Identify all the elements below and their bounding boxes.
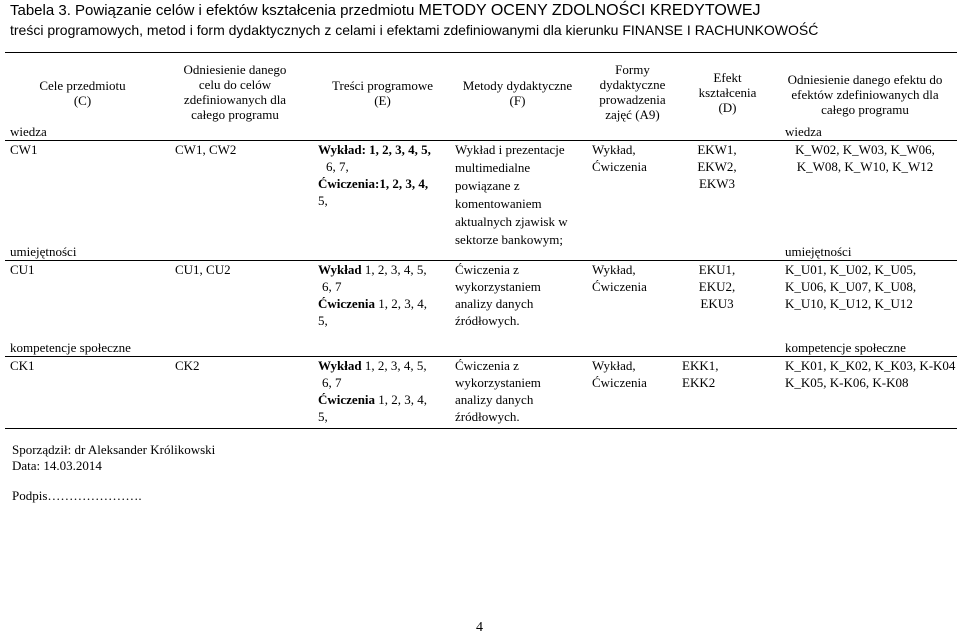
tresci-cell: Wykład: 1, 2, 3, 4, 5, 6, 7, Ćwiczenia:1, 2, 3, 4, 5,: [318, 142, 431, 208]
header-tresci: Treści programowe (E): [332, 78, 433, 108]
footer-date: Data: 14.03.2014: [12, 458, 102, 473]
section-label-wiedza: wiedza: [10, 124, 47, 139]
odniesienie-cell: CW1, CW2: [175, 142, 237, 157]
efekt-cell: EKU1, EKU2, EKU3: [698, 262, 736, 311]
metody-cell: Ćwiczenia z wykorzystaniem analizy danych źródłowych.: [455, 262, 541, 328]
table-caption-line2: treści programowych, metod i form dydaktycznych z celami i efektami zdefiniowanymi dla kierunku FINANSE I RACHUNKOWOŚĆ: [10, 22, 819, 38]
metody-cell: Ćwiczenia z wykorzystaniem analizy danych źródłowych.: [455, 358, 541, 424]
section-label-kompetencje: kompetencje społeczne: [10, 340, 131, 355]
odniesienie-cell: CK2: [175, 358, 200, 373]
efekt-cell: EKW1, EKW2, EKW3: [697, 142, 737, 191]
formy-cell: Wykład, Ćwiczenia: [592, 142, 647, 174]
section-right-label-umiejetnosci: umiejętności: [785, 244, 852, 259]
formy-cell: Wykład, Ćwiczenia: [592, 358, 647, 390]
header-metody: Metody dydaktyczne (F): [462, 78, 573, 108]
table-top-border: [5, 52, 957, 53]
cel-cell: CW1: [10, 142, 38, 157]
tresci-cell: Wykład 1, 2, 3, 4, 5, 6, 7 Ćwiczenia 1, 2, 3, 4, 5,: [318, 262, 428, 328]
caption-prefix: Tabela 3. Powiązanie celów i efektów kształcenia przedmiotu: [10, 2, 419, 19]
footer-signature: Podpis………………….: [12, 488, 142, 503]
section-right-label-wiedza: wiedza: [785, 124, 822, 139]
caption-subject: METODY OCENY ZDOLNOŚCI KREDYTOWEJ: [418, 2, 761, 19]
section-right-label-kompetencje: kompetencje społeczne: [785, 340, 906, 355]
cel-cell: CU1: [10, 262, 35, 277]
header-formy: Formy dydaktyczne prowadzenia zajęć (A9): [599, 62, 666, 122]
section-label-umiejetnosci: umiejętności: [10, 244, 77, 259]
header-efekt: Efekt kształcenia (D): [698, 70, 757, 115]
header-odniesienie-efektu: Odniesienie danego efektu do efektów zdefiniowanych dla całego programu: [787, 72, 943, 117]
footer-author: Sporządził: dr Aleksander Królikowski: [12, 442, 216, 457]
formy-cell: Wykład, Ćwiczenia: [592, 262, 647, 294]
odniesienie-efektu-cell: K_K01, K_K02, K_K03, K-K04 K_K05, K-K06, K-K08: [785, 358, 956, 390]
header-cele: Cele przedmiotu (C): [39, 78, 126, 108]
table-caption: [10, 2, 761, 20]
odniesienie-efektu-cell: K_W02, K_W03, K_W06, K_W08, K_W10, K_W12: [795, 142, 935, 174]
efekt-cell: EKK1, EKK2: [682, 358, 719, 390]
odniesienie-cell: CU1, CU2: [175, 262, 231, 277]
table-bottom-border: [5, 428, 957, 429]
cel-cell: CK1: [10, 358, 35, 373]
header-odniesienie-celu: Odniesienie danego celu do celów zdefiniowanych dla całego programu: [183, 62, 287, 122]
metody-cell: Wykład i prezentacje multimedialne powiązane z komentowaniem aktualnych zjawisk w sektorze bankowym;: [455, 142, 568, 247]
page-number: 4: [476, 620, 483, 635]
odniesienie-efektu-cell: K_U01, K_U02, K_U05, K_U06, K_U07, K_U08, K_U10, K_U12, K_U12: [785, 262, 917, 311]
tresci-cell: Wykład 1, 2, 3, 4, 5, 6, 7 Ćwiczenia 1, 2, 3, 4, 5,: [318, 358, 428, 424]
